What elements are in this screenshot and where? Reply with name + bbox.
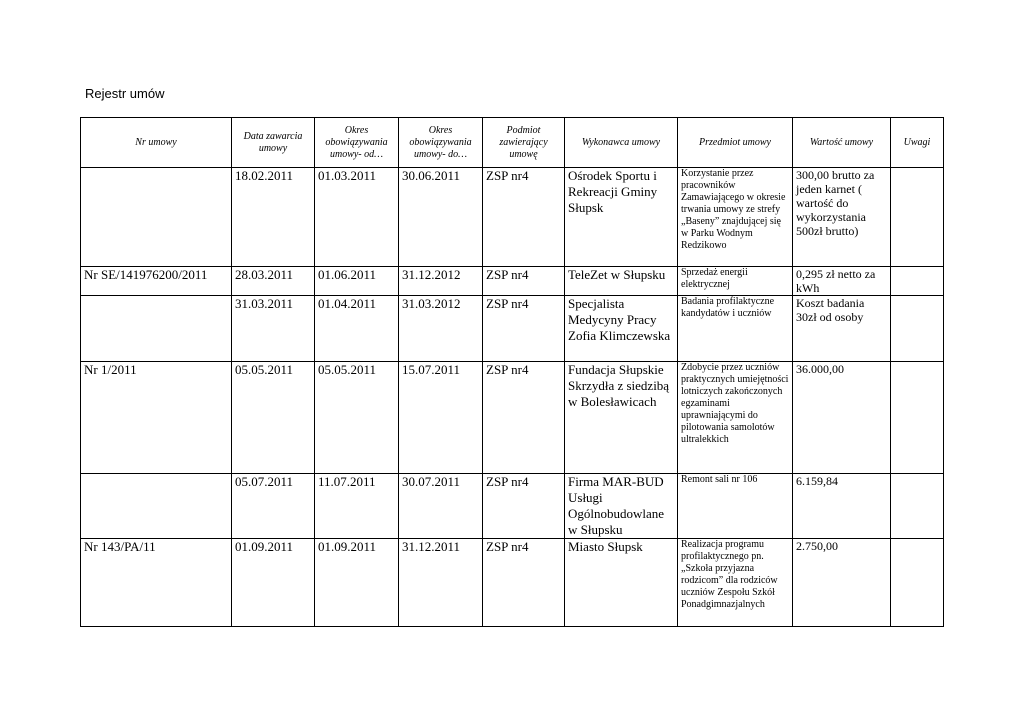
cell-period-to: 31.03.2012 bbox=[399, 296, 483, 362]
header-notes: Uwagi bbox=[891, 118, 944, 168]
cell-contracting-party: ZSP nr4 bbox=[483, 474, 565, 539]
cell-notes bbox=[891, 168, 944, 267]
cell-conclusion-date: 05.07.2011 bbox=[232, 474, 315, 539]
cell-contracting-party: ZSP nr4 bbox=[483, 168, 565, 267]
cell-period-to: 30.06.2011 bbox=[399, 168, 483, 267]
table-row bbox=[81, 296, 944, 362]
header-conclusion-date: Data zawarcia umowy bbox=[232, 118, 315, 168]
cell-contracting-party: ZSP nr4 bbox=[483, 539, 565, 627]
cell-notes bbox=[891, 362, 944, 474]
cell-contractor: Firma MAR-BUD Usługi Ogólnobudowlane w Słupsku bbox=[565, 474, 678, 539]
header-period-from: Okres obowiązywania umowy- od… bbox=[315, 118, 399, 168]
cell-contract-number bbox=[81, 296, 232, 362]
cell-period-from: 01.06.2011 bbox=[315, 267, 399, 296]
cell-notes bbox=[891, 474, 944, 539]
cell-contract-number: Nr 1/2011 bbox=[81, 362, 232, 474]
cell-conclusion-date: 28.03.2011 bbox=[232, 267, 315, 296]
cell-period-to: 30.07.2011 bbox=[399, 474, 483, 539]
table-row bbox=[81, 267, 944, 296]
cell-period-from: 01.03.2011 bbox=[315, 168, 399, 267]
cell-contractor: Ośrodek Sportu i Rekreacji Gminy Słupsk bbox=[565, 168, 678, 267]
table-header-row bbox=[81, 118, 944, 168]
cell-subject: Remont sali nr 106 bbox=[678, 474, 793, 539]
cell-subject: Badania profilaktyczne kandydatów i uczniów bbox=[678, 296, 793, 362]
cell-conclusion-date: 01.09.2011 bbox=[232, 539, 315, 627]
header-value: Wartość umowy bbox=[793, 118, 891, 168]
cell-notes bbox=[891, 296, 944, 362]
cell-contractor: Specjalista Medycyny Pracy Zofia Klimczewska bbox=[565, 296, 678, 362]
header-contractor: Wykonawca umowy bbox=[565, 118, 678, 168]
cell-notes bbox=[891, 267, 944, 296]
cell-contracting-party: ZSP nr4 bbox=[483, 362, 565, 474]
table-row bbox=[81, 474, 944, 539]
cell-contractor: Fundacja Słupskie Skrzydła z siedzibą w Bolesławicach bbox=[565, 362, 678, 474]
header-contracting-party: Podmiot zawierający umowę bbox=[483, 118, 565, 168]
cell-period-from: 01.09.2011 bbox=[315, 539, 399, 627]
cell-conclusion-date: 18.02.2011 bbox=[232, 168, 315, 267]
cell-contract-number bbox=[81, 168, 232, 267]
table-row bbox=[81, 362, 944, 474]
contracts-register-table bbox=[80, 117, 944, 627]
document-title: Rejestr umów bbox=[85, 86, 165, 101]
cell-subject: Korzystanie przez pracowników Zamawiającego w okresie trwania umowy ze strefy „Baseny” znajdującej się w Parku Wodnym Redzikowo bbox=[678, 168, 793, 267]
cell-subject: Zdobycie przez uczniów praktycznych umiejętności lotniczych zakończonych egzaminami uprawniającymi do pilotowania samolotów ultralekkich bbox=[678, 362, 793, 474]
cell-value: 300,00 brutto za jeden karnet ( wartość do wykorzystania 500zł brutto) bbox=[793, 168, 891, 267]
cell-conclusion-date: 31.03.2011 bbox=[232, 296, 315, 362]
cell-contracting-party: ZSP nr4 bbox=[483, 296, 565, 362]
cell-subject: Realizacja programu profilaktycznego pn. „Szkoła przyjazna rodzicom” dla rodziców uczniów Zespołu Szkół Ponadgimnazjalnych bbox=[678, 539, 793, 627]
cell-period-to: 31.12.2011 bbox=[399, 539, 483, 627]
table-row bbox=[81, 539, 944, 627]
cell-period-from: 01.04.2011 bbox=[315, 296, 399, 362]
cell-contract-number: Nr 143/PA/11 bbox=[81, 539, 232, 627]
cell-contractor: Miasto Słupsk bbox=[565, 539, 678, 627]
cell-contract-number: Nr SE/141976200/2011 bbox=[81, 267, 232, 296]
cell-contract-number bbox=[81, 474, 232, 539]
cell-value: 2.750,00 bbox=[793, 539, 891, 627]
cell-subject: Sprzedaż energii elektrycznej bbox=[678, 267, 793, 296]
table-row bbox=[81, 168, 944, 267]
cell-value: 6.159,84 bbox=[793, 474, 891, 539]
cell-period-from: 11.07.2011 bbox=[315, 474, 399, 539]
cell-contractor: TeleZet w Słupsku bbox=[565, 267, 678, 296]
cell-contracting-party: ZSP nr4 bbox=[483, 267, 565, 296]
cell-value: 36.000,00 bbox=[793, 362, 891, 474]
cell-period-to: 15.07.2011 bbox=[399, 362, 483, 474]
cell-notes bbox=[891, 539, 944, 627]
header-contract-number: Nr umowy bbox=[81, 118, 232, 168]
header-subject: Przedmiot umowy bbox=[678, 118, 793, 168]
cell-value: 0,295 zł netto za kWh bbox=[793, 267, 891, 296]
cell-value: Koszt badania 30zł od osoby bbox=[793, 296, 891, 362]
cell-period-to: 31.12.2012 bbox=[399, 267, 483, 296]
cell-period-from: 05.05.2011 bbox=[315, 362, 399, 474]
header-period-to: Okres obowiązywania umowy- do… bbox=[399, 118, 483, 168]
cell-conclusion-date: 05.05.2011 bbox=[232, 362, 315, 474]
